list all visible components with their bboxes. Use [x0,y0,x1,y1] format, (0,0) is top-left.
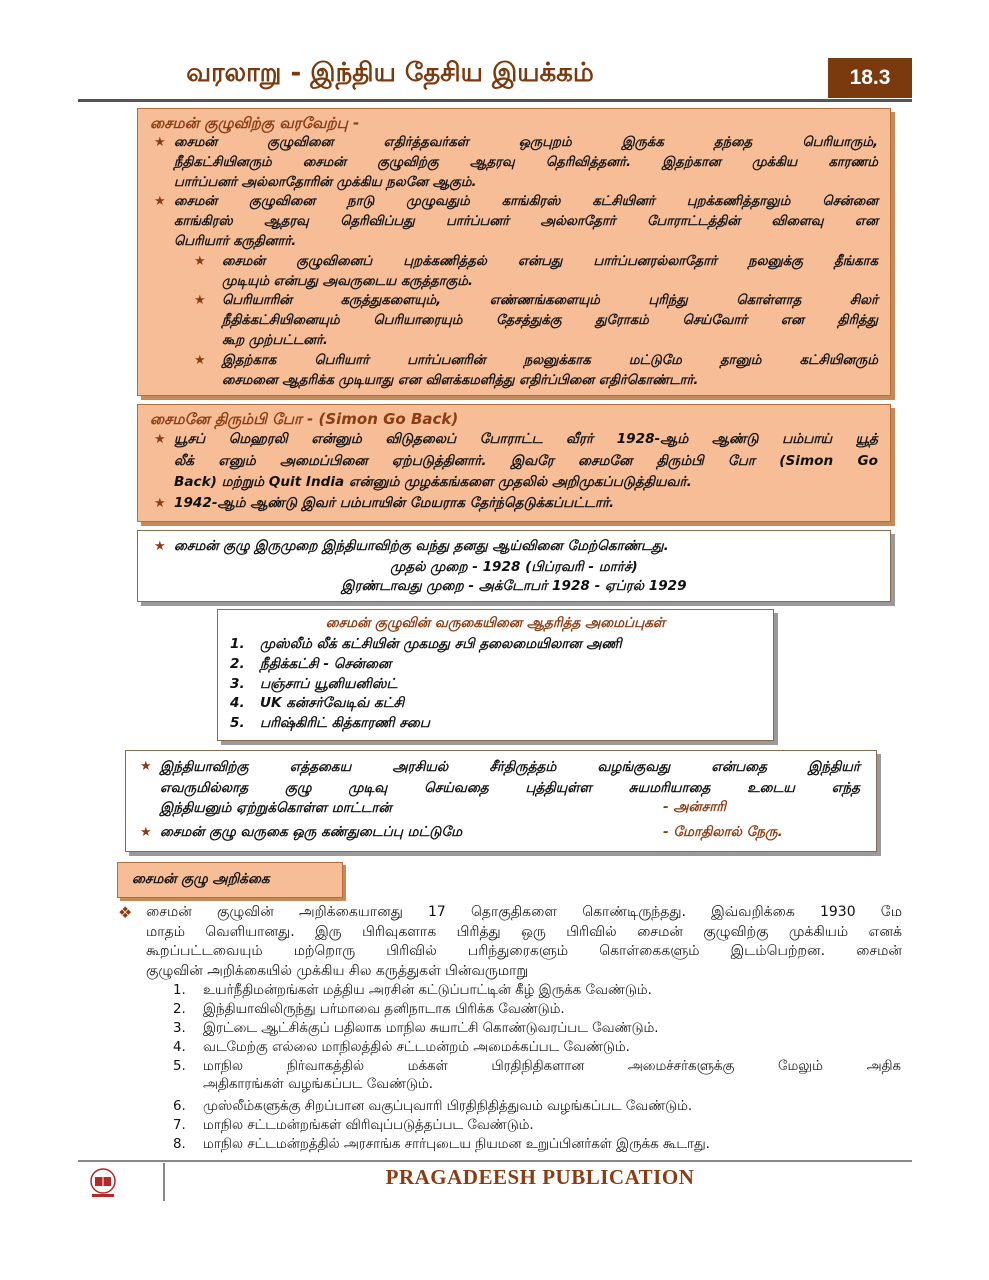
list-item: 5. மாநில நிர்வாகத்தில் மக்கள் பிரதிநிதிகளான அமைச்சர்களுக்கு மேலும் அதிக அதிகாரங்கள் வழங்கப்பட வேண்டும். [173,1059,901,1092]
go-back-point-1: ★ யூசப் மெஹரலி என்னும் விடுதலைப் போராட்ட வீரர் 1928-ஆம் ஆண்டு பம்பாய் யூத் லீக் எனும் அமைப்பினை ஏற்படுத்தினார். இவரே சைமனே திரும்பி போ (Simon Go Back) மற்றும் Quit India என்னும் முழக்கங்களை முதலில் அறிமுகப்படுத்தியவர். [154,431,878,490]
ansari-quote-author: - அன்சாரி [663,799,727,815]
list-item: 4. வடமேற்கு எல்லை மாநிலத்தில் சட்டமன்றம் அமைக்கப்பட வேண்டும். [173,1040,630,1055]
list-item: 7. மாநில சட்டமன்றங்கள் விரிவுப்படுத்தப்பட வேண்டும். [173,1118,534,1133]
star-icon: ★ [154,194,166,210]
visits-box [137,530,891,602]
footer-divider [78,1160,912,1162]
publisher-name: PRAGADEESH PUBLICATION [385,1165,695,1189]
publisher-logo-icon [86,1167,120,1199]
report-intro: ❖ சைமன் குழுவின் அறிக்கையானது 17 தொகுதிகளை கொண்டிருந்தது. இவ்வறிக்கை 1930 மே மாதம் வெளியானது. இரு பிரிவுகளாக பிரித்து ஒரு பிரிவில் சைமன் குழுவிற்கு முக்கியம் எனக் கூறப்பட்டவையும் மற்றொரு பிரிவில் பரிந்துரைகளும் கொள்கைகளும் இடம்பெற்றன. சைமன் குழுவின் அறிக்கையில் முக்கிய சில கருத்துகள் பின்வருமாறு [118,903,902,979]
list-item: 8. மாநில சட்டமன்றத்தில் அரசாங்க சார்புடைய நியமன உறுப்பினர்கள் இருக்க கூடாது. [173,1137,710,1152]
ansari-quote: ★ இந்தியாவிற்கு எத்தகைய அரசியல் சீர்திருத்தம் வழங்குவது என்பதை இந்தியர் எவருமில்லாத குழு முடிவு செய்வதை புத்தியுள்ள சுயமரியாதை உடைய எந்த இந்தியனும் ஏற்றுக்கொள்ள மாட்டான் [140,759,860,816]
page-title: வரலாறு - இந்திய தேசிய இயக்கம் [186,58,594,88]
quotes-box [125,750,877,852]
star-icon: ★ [154,495,166,511]
star-icon: ★ [140,825,152,840]
footer-vertical-divider [163,1163,165,1201]
report-tab-label: சைமன் குழு அறிக்கை [132,871,270,887]
page-number: 18.3 [828,58,912,98]
star-icon: ★ [154,539,166,554]
star-icon: ★ [194,293,206,309]
welcome-heading: சைமன் குழுவிற்கு வரவேற்பு - [150,114,360,132]
report-tab [117,862,343,898]
motilal-quote: ★ சைமன் குழு வருகை ஒரு கண்துடைப்பு மட்டுமே [136,823,462,843]
list-item: 3. பஞ்சாப் யூனியனிஸ்ட் [230,675,398,692]
supporters-list [230,635,622,734]
go-back-point-2: ★ 1942-ஆம் ஆண்டு இவர் பம்பாயின் மேயராக தேர்ந்தெடுக்கப்பட்டார். [150,494,878,514]
list-item: 2. இந்தியாவிலிருந்து பர்மாவை தனிநாடாக பிரிக்க வேண்டும். [173,1002,565,1017]
star-icon: ★ [154,135,166,150]
list-item: 1. முஸ்லீம் லீக் கட்சியின் முகமது சபி தலைமையிலான அணி [230,636,622,652]
list-item: 2. நீதிக்கட்சி - சென்னை [230,655,392,672]
welcome-subpoint-2: ★ பெரியாரின் கருத்துகளையும், எண்ணங்களையும் புரிந்து கொள்ளாத சிலர் நீதிக்கட்சியினையும் பெரியாரையும் தேசத்துக்கு துரோகம் செய்வோர் என திரித்து கூற முற்பட்டனர். [194,293,878,348]
welcome-subpoint-3: ★ இதற்காக பெரியார் பார்ப்பனரின் நலனுக்காக மட்டுமே தானும் கட்சியினரும் சைமனை ஆதரிக்க முடியாது என விளக்கமளித்து எதிர்ப்பினை எதிர்கொண்டார். [194,352,878,388]
go-back-section-box [137,404,891,522]
welcome-point-1: ★ சைமன் குழுவினை எதிர்த்தவர்கள் ஒருபுறம் இருக்க தந்தை பெரியாரும், நீதிகட்சியினரும் சைமன் குழுவிற்கு ஆதரவு தெரிவித்தனர். இதற்கான முக்கிய காரணம் பார்ப்பனர் அல்லாதோரின் முக்கிய நலனே ஆகும். [154,135,878,190]
welcome-subpoint-1: ★ சைமன் குழுவினைப் புறக்கணித்தல் என்பது பார்ப்பனரல்லாதோர் நலனுக்கு தீங்காக முடியும் என்பது அவருடைய கருத்தாகும். [194,253,878,289]
header-divider [78,99,912,102]
star-icon: ★ [194,352,206,368]
diamond-bullet-icon: ❖ [118,903,133,922]
list-item: 5. பரிஷ்கிரிட் கித்காரணி சபை [230,715,430,732]
visits-line: ★ சைமன் குழு இருமுறை இந்தியாவிற்கு வந்து தனது ஆய்வினை மேற்கொண்டது. [150,537,669,557]
list-item: 3. இரட்டை ஆட்சிக்குப் பதிலாக மாநில சுயாட்சி கொண்டுவரப்பட வேண்டும். [173,1021,659,1036]
supporters-heading: சைமன் குழுவின் வருகையினை ஆதரித்த அமைப்புகள் [325,615,666,631]
second-visit: இரண்டாவது முறை - அக்டோபர் 1928 - ஏப்ரல் 1929 [341,578,687,594]
go-back-heading: சைமனே திரும்பி போ - (Simon Go Back) [150,410,459,428]
list-item: 4. UK கன்சர்வேடிவ் கட்சி [230,695,405,712]
star-icon: ★ [140,759,152,774]
list-item: 1. உயர்நீதிமன்றங்கள் மத்திய அரசின் கட்டுப்பாட்டின் கீழ் இருக்க வேண்டும். [173,983,652,998]
report-points-list [173,982,903,1154]
star-icon: ★ [194,253,206,269]
welcome-point-2: ★ சைமன் குழுவினை நாடு முழுவதும் காங்கிரஸ் கட்சியினர் புறக்கணித்தாலும் சென்னை காங்கிரஸ் ஆதரவு தெரிவிப்பது பார்ப்பனர் அல்லாதோர் போராட்டத்தின் விளைவு என பெரியார் கருதினார். [154,194,878,249]
supporters-box [217,609,774,741]
welcome-section-box [137,108,891,396]
first-visit: முதல் முறை - 1928 (பிப்ரவரி - மார்ச்) [390,559,638,575]
list-item: 6. முஸ்லீம்களுக்கு சிறப்பான வகுப்புவாரி பிரதிநிதித்துவம் வழங்கப்பட வேண்டும். [173,1099,693,1114]
motilal-quote-author: - மோதிலால் நேரு. [663,824,783,840]
star-icon: ★ [154,432,166,447]
